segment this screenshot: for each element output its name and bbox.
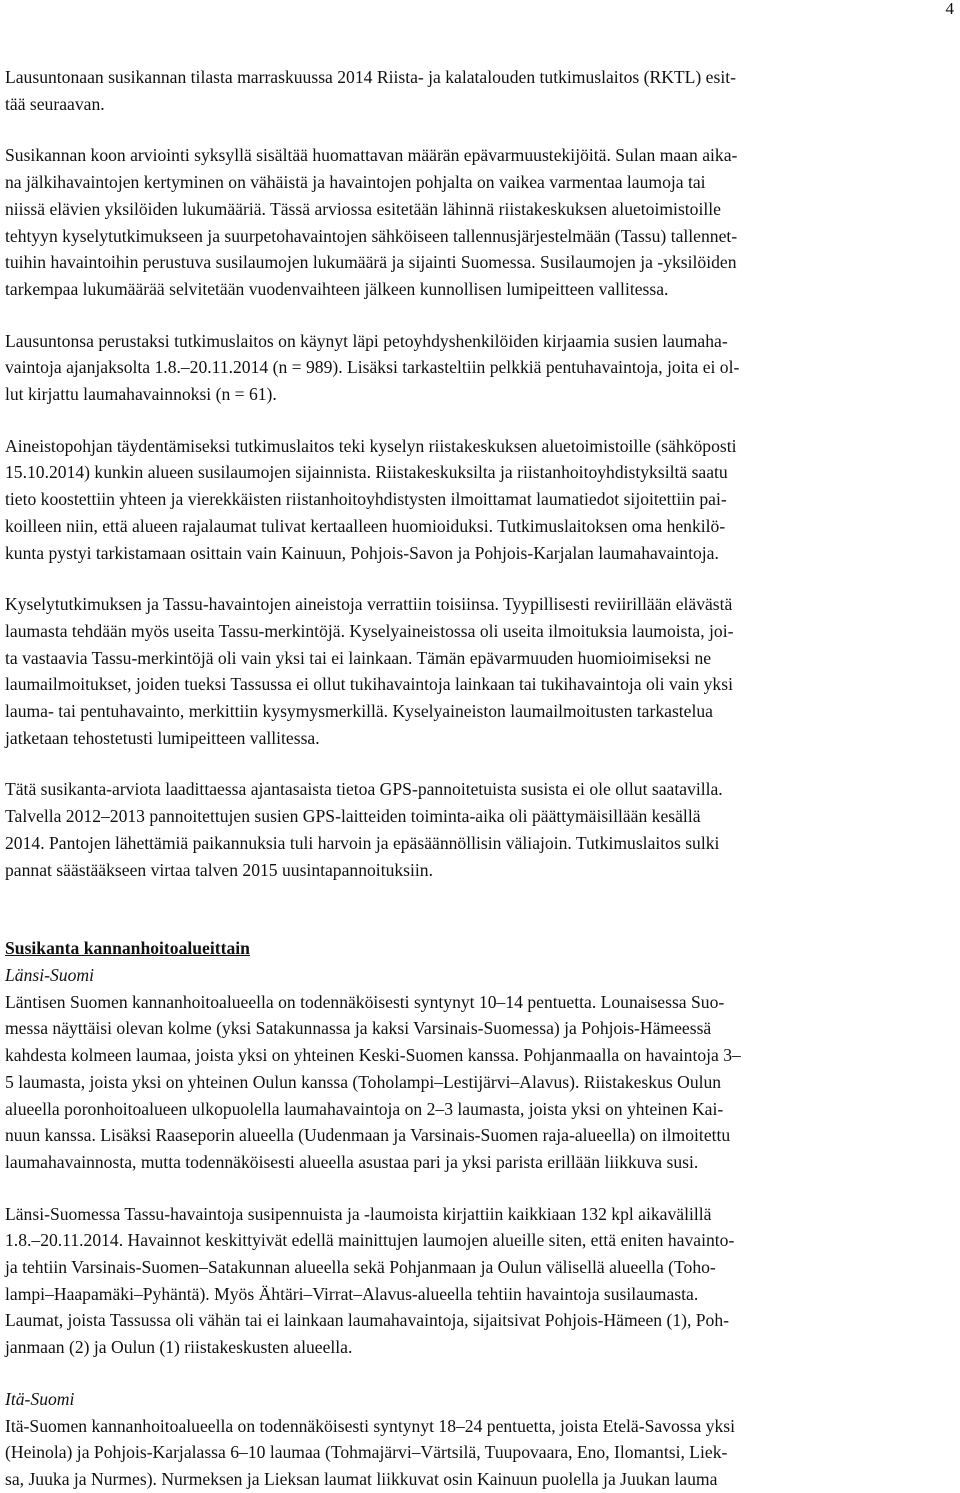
text-line: tehtyyn kyselytutkimukseen ja suurpetohavaintojen sähköiseen tallennusjärjestelmään (Tassu) tallennet- bbox=[5, 225, 738, 246]
text-line: kunta pystyi tarkistamaan osittain vain Kainuun, Pohjois-Savon ja Pohjois-Karjalan laumahavaintoja. bbox=[5, 542, 719, 563]
paragraph-basis bbox=[5, 328, 957, 408]
text-line: Läntisen Suomen kannanhoitoalueella on todennäköisesti syntynyt 10–14 pentuetta. Lounaisessa Suo- bbox=[5, 991, 725, 1012]
text-line: ja tehtiin Varsinais-Suomen–Satakunnan alueella sekä Pohjanmaan ja Oulun välisellä alueella (Toho- bbox=[5, 1257, 716, 1278]
text-line: Tätä susikanta-arviota laadittaessa ajantasaista tietoa GPS-pannoitetuista susista ei ole ollut saatavilla. bbox=[5, 779, 723, 800]
text-line: lut kirjattu laumahavainnoksi (n = 61). bbox=[5, 384, 277, 405]
paragraph-gps bbox=[5, 776, 957, 883]
text-line: ta vastaavia Tassu-merkintöjä oli vain yksi tai ei lainkaan. Tämän epävarmuuden huomioimiseksi ne bbox=[5, 647, 712, 668]
text-line: jatketaan tehostetusti lumipeitteen vallitessa. bbox=[5, 727, 320, 748]
text-line: Talvella 2012–2013 pannoitettujen susien GPS-laitteiden toiminta-aika oli päättymäisillään kesällä bbox=[5, 806, 701, 827]
text-line: Lausuntonsa perustaksi tutkimuslaitos on käynyt läpi petoyhdyshenkilöiden kirjaamia susien laumaha- bbox=[5, 330, 728, 351]
paragraph-intro bbox=[5, 64, 957, 117]
text-line: (Heinola) ja Pohjois-Karjalassa 6–10 laumaa (Tohmajärvi–Värtsilä, Tuupovaara, Eno, Ilomantsi, Liek- bbox=[5, 1442, 728, 1463]
text-line: Länsi-Suomessa Tassu-havaintoja susipennuista ja -laumoista kirjattiin kaikkiaan 132 kpl aikavälillä bbox=[5, 1203, 712, 1224]
text-line: pannat säästääkseen virtaa talven 2015 uusintapannoituksiin. bbox=[5, 859, 433, 880]
text-line: laumasta tehdään myös useita Tassu-merkintöjä. Kyselyaineistossa oli useita ilmoituksia laumoista, joi- bbox=[5, 620, 734, 641]
text-line: nuun kanssa. Lisäksi Raaseporin alueella (Uudenmaan ja Varsinais-Suomen raja-alueella) on ilmoitettu bbox=[5, 1125, 731, 1146]
page-number: 4 bbox=[945, 0, 954, 18]
text-line: 15.10.2014) kunkin alueen susilaumojen sijainnista. Riistakeskuksilta ja riistanhoitoyhdistyksiltä saatu bbox=[5, 462, 728, 483]
paragraph-survey bbox=[5, 433, 957, 567]
text-line: tää seuraavan. bbox=[5, 93, 105, 114]
text-line: messa näyttäisi olevan kolme (yksi Satakunnassa ja kaksi Varsinais-Suomessa) ja Pohjois-Hämeessä bbox=[5, 1018, 712, 1039]
section-spacer bbox=[5, 883, 957, 935]
text-line: 5 laumasta, joista yksi on yhteinen Oulun kanssa (Toholampi–Lestijärvi–Alavus). Riistakeskus Oulun bbox=[5, 1071, 722, 1092]
text-line: tuihin havaintoihin perustuva susilaumojen lukumäärä ja sijainti Suomessa. Susilaumojen ja -yksilöiden bbox=[5, 252, 737, 273]
paragraph-west-litters bbox=[5, 989, 957, 1176]
text-line: Kyselytutkimuksen ja Tassu-havaintojen aineistoja verrattiin toisiinsa. Tyypillisesti reviirillään elävästä bbox=[5, 594, 733, 615]
subheading-east: Itä-Suomi bbox=[5, 1388, 75, 1409]
paragraph-uncertainty bbox=[5, 142, 957, 302]
text-line: alueella poronhoitoalueen ulkopuolella laumahavaintoja on 2–3 laumasta, joista yksi on yhteinen Kai- bbox=[5, 1098, 724, 1119]
section-management-areas bbox=[5, 935, 957, 1492]
text-line: lampi–Haapamäki–Pyhäntä). Myös Ähtäri–Virrat–Alavus-alueella tehtiin havaintoja susilaumasta. bbox=[5, 1283, 699, 1304]
paragraph-west-tassu bbox=[5, 1201, 957, 1361]
section-heading: Susikanta kannanhoitoalueittain bbox=[5, 938, 250, 959]
text-line: laumahavainnosta, mutta todennäköisesti alueella asustaa pari ja yksi parista erillään liikkuva susi. bbox=[5, 1151, 699, 1172]
text-line: niissä elävien yksilöiden lukumääriä. Tässä arviossa esitetään lähinnä riistakeskuksen aluetoimistoille bbox=[5, 198, 721, 219]
text-line: Aineistopohjan täydentämiseksi tutkimuslaitos teki kyselyn riistakeskuksen aluetoimistoille (sähköposti bbox=[5, 435, 737, 456]
subheading-west: Länsi-Suomi bbox=[5, 964, 94, 985]
text-line: Susikannan koon arviointi syksyllä sisältää huomattavan määrän epävarmuustekijöitä. Sulan maan aika- bbox=[5, 145, 738, 166]
text-line: 2014. Pantojen lähettämiä paikannuksia tuli harvoin ja epäsäännöllisin väliajoin. Tutkimuslaitos sulki bbox=[5, 832, 720, 853]
paragraph-east-litters bbox=[5, 1413, 957, 1493]
text-line: janmaan (2) ja Oulun (1) riistakeskusten alueella. bbox=[5, 1337, 353, 1358]
text-line: lauma- tai pentuhavainto, merkittiin kysymysmerkillä. Kyselyaineiston laumailmoitusten tarkastelua bbox=[5, 701, 713, 722]
text-line: Lausuntonaan susikannan tilasta marraskuussa 2014 Riista- ja kalatalouden tutkimuslaitos (RKTL) esit- bbox=[5, 67, 736, 87]
text-line: sa, Juuka ja Nurmes). Nurmeksen ja Lieksan laumat liikkuvat osin Kainuun puolella ja Juukan lauma bbox=[5, 1468, 718, 1489]
text-line: Laumat, joista Tassussa oli vähän tai ei lainkaan laumahavaintoja, sijaitsivat Pohjois-Hämeen (1), Poh- bbox=[5, 1310, 730, 1331]
text-line: tieto koostettiin yhteen ja vierekkäisten riistanhoitoyhdistysten ilmoittamat laumatiedot sijoitettiin pai- bbox=[5, 489, 727, 510]
text-line: Itä-Suomen kannanhoitoalueella on todennäköisesti syntynyt 18–24 pentuetta, joista Etelä-Savossa yksi bbox=[5, 1415, 735, 1436]
text-line: koilleen niin, että alueen rajalaumat tulivat kertaalleen huomioiduksi. Tutkimuslaitoksen oma henkilö- bbox=[5, 515, 726, 536]
text-line: tarkempaa lukumäärää selvitetään vuodenvaihteen jälkeen kunnollisen lumipeitteen vallitessa. bbox=[5, 278, 669, 299]
text-line: na jälkihavaintojen kertyminen on vähäistä ja havaintojen pohjalta on vaikea varmentaa laumoja tai bbox=[5, 172, 706, 193]
text-line: 1.8.–20.11.2014. Havainnot keskittyivät edellä mainittujen laumojen alueille siten, että eniten havainto- bbox=[5, 1230, 735, 1251]
document-body bbox=[5, 64, 957, 1493]
text-line: kahdesta kolmeen laumaa, joista yksi on yhteinen Keski-Suomen kanssa. Pohjanmaalla on havaintoja 3– bbox=[5, 1045, 741, 1066]
paragraph-comparison bbox=[5, 591, 957, 751]
text-line: vaintoja ajanjaksolta 1.8.–20.11.2014 (n = 989). Lisäksi tarkasteltiin pelkkiä pentuhavaintoja, joita ei ol- bbox=[5, 357, 740, 378]
text-line: laumailmoitukset, joiden tueksi Tassussa ei ollut tukihavaintoja lainkaan tai tukihavaintoja oli vain yksi bbox=[5, 674, 733, 695]
